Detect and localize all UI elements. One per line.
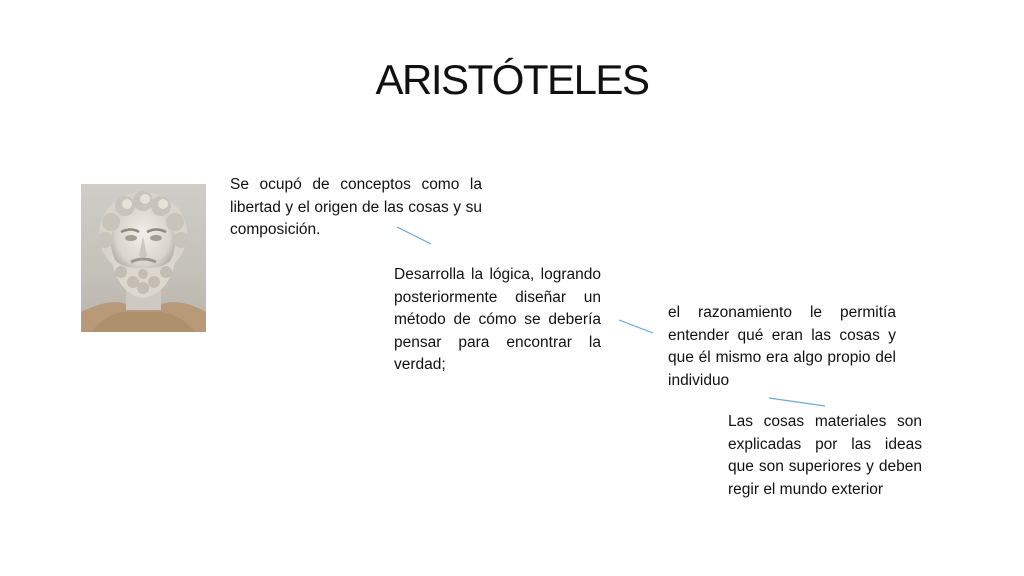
aristotle-bust-image: [81, 184, 206, 332]
concepts-text-block: Se ocupó de conceptos como la libertad y el origen de las cosas y su composición.: [230, 176, 482, 238]
connector-line-2: [619, 320, 653, 333]
logic-text-block: Desarrolla la lógica, logrando posteriormente diseñar un método de cómo se debería pensar para encontrar la verdad;: [394, 266, 601, 373]
slide-title: ARISTÓTELES: [375, 56, 649, 103]
connector-line-3: [769, 398, 825, 406]
material-things-text-block: Las cosas materiales son explicadas por las ideas que son superiores y deben regir el mundo exterior: [728, 413, 922, 498]
reasoning-text-block: el razonamiento le permitía entender qué eran las cosas y que él mismo era algo propio del individuo: [668, 304, 896, 389]
